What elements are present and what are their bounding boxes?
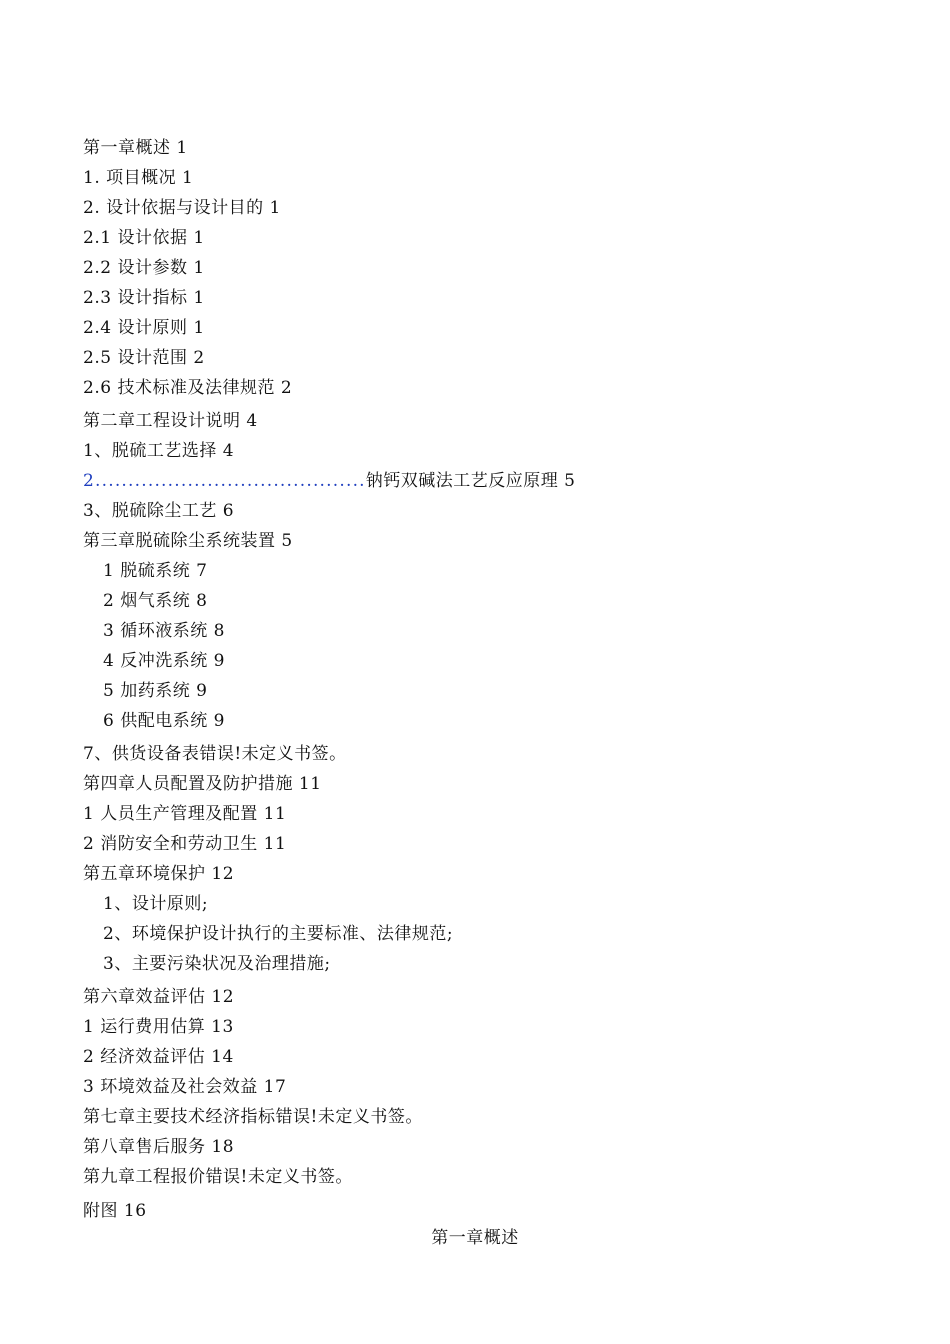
toc-entry-label: 2.3 设计指标 1 — [83, 288, 205, 308]
toc-entry-label: 1、设计原则; — [103, 894, 209, 914]
toc-entry[interactable] — [103, 590, 207, 612]
toc-entry-label: 第七章主要技术经济指标错误!未定义书签。 — [83, 1107, 423, 1127]
toc-entry[interactable] — [83, 167, 193, 189]
toc-entry-label: 2.6 技术标准及法律规范 2 — [83, 378, 293, 398]
toc-entry[interactable] — [83, 803, 286, 825]
toc-entry[interactable] — [83, 773, 322, 795]
toc-entry[interactable] — [83, 530, 293, 552]
toc-entry-label: 2.2 设计参数 1 — [83, 258, 205, 278]
toc-entry-label: 7、供货设备表错误!未定义书签。 — [83, 744, 347, 764]
toc-entry-label: 2 消防安全和劳动卫生 11 — [83, 834, 287, 854]
toc-entry-label: 第六章效益评估 12 — [83, 987, 235, 1007]
toc-entry[interactable] — [83, 410, 258, 432]
toc-entry-label: 第三章脱硫除尘系统装置 5 — [83, 531, 293, 551]
toc-entry[interactable] — [83, 833, 286, 855]
toc-entry[interactable] — [83, 377, 292, 399]
toc-entry-label: 第四章人员配置及防护措施 11 — [83, 774, 322, 794]
toc-entry[interactable] — [83, 227, 205, 249]
toc-entry-label: 2. 设计依据与设计目的 1 — [83, 198, 281, 218]
toc-entry[interactable] — [103, 953, 331, 975]
toc-entry[interactable] — [83, 470, 576, 492]
toc-entry-label: 第二章工程设计说明 4 — [83, 411, 258, 431]
toc-entry[interactable] — [103, 680, 207, 702]
toc-entry-label: 1 运行费用估算 13 — [83, 1017, 234, 1037]
toc-entry[interactable] — [103, 620, 225, 642]
toc-entry-label: 2、环境保护设计执行的主要标准、法律规范; — [103, 924, 454, 944]
toc-entry[interactable] — [83, 137, 188, 159]
toc-entry[interactable] — [83, 347, 205, 369]
toc-entry-label: 附图 16 — [83, 1201, 147, 1221]
toc-entry[interactable] — [83, 1200, 147, 1222]
toc-entry[interactable] — [83, 1046, 234, 1068]
toc-entry-label: 1. 项目概况 1 — [83, 168, 194, 188]
toc-entry-label: 3 循环液系统 8 — [103, 621, 225, 641]
toc-entry[interactable] — [103, 893, 208, 915]
toc-entry[interactable] — [83, 986, 234, 1008]
toc-entry[interactable] — [83, 743, 347, 765]
toc-entry[interactable] — [83, 1166, 353, 1188]
toc-entry[interactable] — [83, 863, 234, 885]
toc-entry-label: 1、脱硫工艺选择 4 — [83, 441, 235, 461]
toc-entry-label: 5 加药系统 9 — [103, 681, 208, 701]
toc-entry-label: 3、主要污染状况及治理措施; — [103, 954, 331, 974]
toc-entry[interactable] — [83, 287, 205, 309]
toc-entry-label: 3、脱硫除尘工艺 6 — [83, 501, 235, 521]
toc-entry-label: 第五章环境保护 12 — [83, 864, 235, 884]
toc-entry[interactable] — [83, 1106, 423, 1128]
toc-entry[interactable] — [83, 440, 234, 462]
toc-entry-label: 第九章工程报价错误!未定义书签。 — [83, 1167, 353, 1187]
toc-entry[interactable] — [83, 500, 234, 522]
toc-entry[interactable] — [103, 650, 225, 672]
toc-entry[interactable] — [103, 710, 225, 732]
toc-entry-label: 6 供配电系统 9 — [103, 711, 225, 731]
toc-entry-label: 2.1 设计依据 1 — [83, 228, 205, 248]
toc-entry-label: 钠钙双碱法工艺反应原理 5 — [365, 471, 576, 491]
toc-entry-label: 第一章概述 1 — [83, 138, 188, 158]
toc-entry-label: 1 人员生产管理及配置 11 — [83, 804, 287, 824]
toc-entry-label: 1 脱硫系统 7 — [103, 561, 208, 581]
toc-entry-label: 4 反冲洗系统 9 — [103, 651, 225, 671]
toc-entry-label: 2 经济效益评估 14 — [83, 1047, 234, 1067]
toc-entry[interactable] — [83, 317, 205, 339]
toc-entry[interactable] — [103, 560, 207, 582]
toc-entry[interactable] — [83, 257, 205, 279]
toc-entry-label: 3 环境效益及社会效益 17 — [83, 1077, 287, 1097]
toc-entry-label: 2 烟气系统 8 — [103, 591, 208, 611]
toc-entry[interactable] — [83, 1136, 234, 1158]
toc-entry[interactable] — [83, 1076, 286, 1098]
toc-entry[interactable] — [103, 923, 453, 945]
toc-leader-dots: 2......................................... — [83, 471, 366, 491]
toc-entry[interactable] — [83, 1016, 234, 1038]
toc-entry-label: 2.5 设计范围 2 — [83, 348, 205, 368]
toc-entry-label: 2.4 设计原则 1 — [83, 318, 205, 338]
section-heading: 第一章概述 — [431, 1228, 519, 1248]
toc-entry-label: 第八章售后服务 18 — [83, 1137, 235, 1157]
toc-entry[interactable] — [83, 197, 281, 219]
